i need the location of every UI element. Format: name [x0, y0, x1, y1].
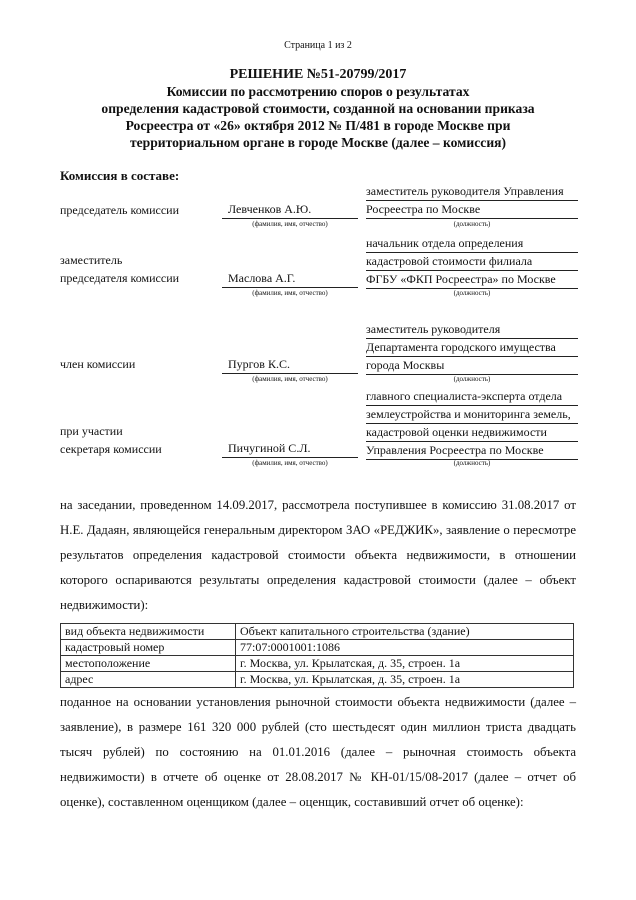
position-line: города Москвы [366, 357, 578, 375]
member-position [366, 235, 578, 289]
member-role: секретаря комиссии [60, 442, 162, 456]
document-title [60, 66, 576, 151]
position-line: Управления Росреестра по Москве [366, 442, 578, 460]
table-value: 77:07:0001001:1086 [236, 640, 574, 656]
page-number: Страница 1 из 2 [284, 40, 352, 51]
member-position [366, 183, 578, 219]
title-line: Комиссии по рассмотрению споров о результатах [166, 84, 470, 99]
application-paragraph: поданное на основании установления рыночной стоимости объекта недвижимости (далее – заявление), в размере 161 320 000 рублей (сто шестьдесят один миллион триста двадцать тысяч рублей) по состоянию на 01.01.2016 (далее – рыночная стоимость объекта недвижимости) в отчете об оценке от 28.08.2017 № КН-01/15/08-2017 (далее – отчет об оценке), составленном оценщиком (далее – оценщик, составивший отчет об оценке): [60, 695, 576, 809]
position-line: Росреестра по Москве [366, 201, 578, 219]
table-row [61, 672, 574, 688]
fio-caption: (фамилия, имя, отчество) [252, 375, 328, 383]
member-name: Пичугиной С.Л. [222, 439, 358, 458]
position-line: землеустройства и мониторинга земель, [366, 406, 578, 424]
table-value: г. Москва, ул. Крылатская, д. 35, строен. 1а [236, 672, 574, 688]
table-row [61, 656, 574, 672]
table-key: вид объекта недвижимости [61, 624, 236, 640]
member-role: председатель комиссии [60, 203, 179, 217]
member-position [366, 388, 578, 460]
title-line: определения кадастровой стоимости, созданной на основании приказа [101, 101, 535, 116]
commission-heading: Комиссия в составе: [60, 168, 180, 183]
member-role: заместитель [60, 253, 123, 267]
member-role: при участии [60, 424, 123, 438]
table-row [61, 624, 574, 640]
table-value: г. Москва, ул. Крылатская, д. 35, строен. 1а [236, 656, 574, 672]
table-value: Объект капитального строительства (здание) [236, 624, 574, 640]
fio-caption: (фамилия, имя, отчество) [252, 220, 328, 228]
position-caption: (должность) [453, 459, 491, 467]
member-name: Пургов К.С. [222, 355, 358, 374]
decision-number: РЕШЕНИЕ №51-20799/2017 [229, 67, 407, 82]
table-row [61, 640, 574, 656]
table-key: кадастровый номер [61, 640, 236, 656]
position-caption: (должность) [453, 375, 491, 383]
fio-caption: (фамилия, имя, отчество) [252, 289, 328, 297]
position-caption: (должность) [453, 289, 491, 297]
table-key: местоположение [61, 656, 236, 672]
position-line: главного специалиста-эксперта отдела [366, 388, 578, 406]
position-line: заместитель руководителя [366, 321, 578, 339]
table-key: адрес [61, 672, 236, 688]
fio-caption: (фамилия, имя, отчество) [252, 459, 328, 467]
position-line: кадастровой стоимости филиала [366, 253, 578, 271]
position-line: Департамента городского имущества [366, 339, 578, 357]
position-line: ФГБУ «ФКП Росреестра» по Москве [366, 271, 578, 289]
member-role: член комиссии [60, 357, 136, 371]
position-line: начальник отдела определения [366, 235, 578, 253]
member-position [366, 321, 578, 375]
position-line: кадастровой оценки недвижимости [366, 424, 578, 442]
member-role: председателя комиссии [60, 271, 180, 285]
property-table [60, 623, 574, 688]
position-caption: (должность) [453, 220, 491, 228]
member-name: Левченков А.Ю. [222, 200, 358, 219]
meeting-paragraph: на заседании, проведенном 14.09.2017, рассмотрела поступившее в комиссию 31.08.2017 от Н.Е. Дадаян, являющейся генеральным директором ЗАО «РЕДЖИК», заявление о пересмотре результатов определения кадастровой стоимости объекта недвижимости, в отношении которого оспариваются результаты определения кадастровой стоимости (далее – объект недвижимости): [60, 498, 576, 612]
title-line: Росреестра от «26» октября 2012 № П/481 в городе Москве при [125, 118, 511, 133]
position-line: заместитель руководителя Управления [366, 183, 578, 201]
title-line: территориальном органе в городе Москве (далее – комиссия) [129, 135, 507, 150]
member-name: Маслова А.Г. [222, 269, 358, 288]
